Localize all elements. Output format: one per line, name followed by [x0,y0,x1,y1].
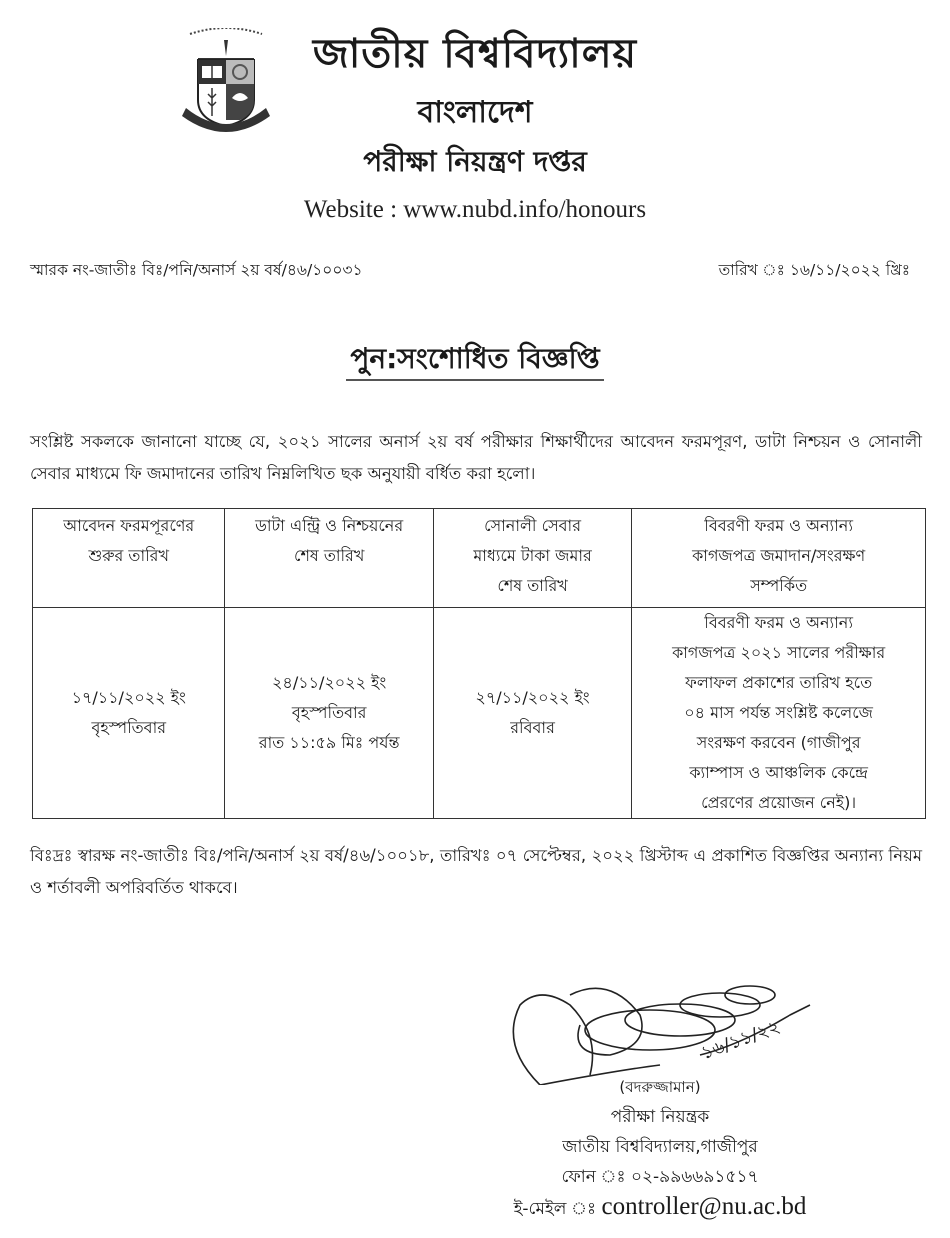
signature-date: ১৬/১১/২২ [698,1016,783,1065]
cell-line: ২৭/১১/২০২২ ইং [475,688,590,707]
memo-number: স্মারক নং-জাতীঃ বিঃ/পনি/অনার্স ২য় বর্ষ/৪৬/১০০৩১ [30,261,363,279]
cell-line: রাত ১১:৫৯ মিঃ পর্যন্ত [258,733,400,752]
header-line: মাধ্যমে টাকা জমার [473,546,592,565]
cell-line: বৃহস্পতিবার [91,718,167,737]
header-line: কাগজপত্র জমাদান/সংরক্ষণ [692,546,866,565]
header-line: আবেদন ফরমপূরণের [63,516,195,535]
cell-data-entry-end [225,608,433,819]
university-title: জাতীয় বিশ্ববিদ্যালয় [312,31,638,77]
cell-form-start [33,608,225,819]
schedule-table [32,508,926,819]
cell-line: কাগজপত্র ২০২১ সালের পরীক্ষার [672,643,886,662]
cell-line: ক্যাম্পাস ও আঞ্চলিক কেন্দ্রে [689,763,868,782]
cell-line: রবিবার [510,718,555,737]
header-line: সোনালী সেবার [484,516,581,535]
signatory-phone: ফোন ঃ ০২-৯৯৬৬৯১৫১৭ [561,1167,759,1187]
signatory-name: (বদরুজ্জামান) [619,1078,701,1096]
notice-title-text: পুন:সংশোধিত বিজ্ঞপ্তি [346,342,603,381]
cell-line: ০৪ মাস পর্যন্ত সংশ্লিষ্ট কলেজে [684,703,873,722]
table-row [33,608,926,819]
cell-line: ১৭/১১/২০২২ ইং [71,688,186,707]
cell-documents [632,608,926,819]
cell-payment-end [433,608,631,819]
header-line: শেষ তারিখ [293,546,365,565]
header-line: বিবরণী ফরম ও অন্যান্য [704,516,853,535]
header-line: শেষ তারিখ [497,576,568,595]
header-cell-data-entry-end [225,509,433,608]
cell-line: বিবরণী ফরম ও অন্যান্য [704,613,853,632]
header-cell-documents [632,509,926,608]
handwritten-signature-icon [500,975,820,1085]
cell-line: সংরক্ষণ করবেন (গাজীপুর [696,733,861,752]
header-line: ডাটা এন্ট্রি ও নিশ্চয়নের [255,516,404,535]
notice-body: সংশ্লিষ্ট সকলকে জানানো যাচ্ছে যে, ২০২১ সালের অনার্স ২য় বর্ষ পরীক্ষার শিক্ষার্থীদের আবেদন ফরমপূরণ, ডাটা নিশ্চয়ন ও সোনালী সেবার মাধ্যমে ফি জমাদানের তারিখ নিম্নলিখিত ছক অনুযায়ী বর্ধিত করা হলো। [30,432,922,483]
table-header-row [33,509,926,608]
signatory-email-line [470,1192,850,1224]
footnote: বিঃদ্রঃ স্বারক্ষ নং-জাতীঃ বিঃ/পনি/অনার্স ২য় বর্ষ/৪৬/১০০১৮, তারিখঃ ০৭ সেপ্টেম্বর, ২০২২ খ্রিস্টাব্দ এ প্রকাশিত বিজ্ঞপ্তির অন্যান্য নিয়ম ও শর্তাবলী অপরিবর্তিত থাকবে। [30,846,922,897]
header-line: শুরুর তারিখ [88,546,169,565]
signatory-designation: পরীক্ষা নিয়ন্ত্রক [610,1107,710,1127]
header-cell-form-start [33,509,225,608]
header-line: সম্পর্কিত [750,576,808,595]
issue-date: তারিখ ঃ ১৬/১১/২০২২ খ্রিঃ [718,261,910,279]
cell-line: ২৪/১১/২০২২ ইং [272,673,387,692]
notice-title [0,337,950,384]
office-name: পরীক্ষা নিয়ন্ত্রণ দপ্তর [363,145,587,178]
cell-line: বৃহস্পতিবার [291,703,367,722]
cell-line: প্রেরণের প্রয়োজন নেই)। [701,793,857,812]
header-cell-payment-end [433,509,631,608]
signatory-block [470,1072,850,1224]
email-address[interactable]: controller@nu.ac.bd [601,1193,807,1220]
country-name: বাংলাদেশ [417,95,533,130]
email-label: ই-মেইল ঃ [513,1199,597,1219]
signatory-institution: জাতীয় বিশ্ববিদ্যালয়,গাজীপুর [562,1137,758,1157]
cell-line: ফলাফল প্রকাশের তারিখ হতে [685,673,873,692]
website-line: Website : www.nubd.info/honours [303,196,647,223]
